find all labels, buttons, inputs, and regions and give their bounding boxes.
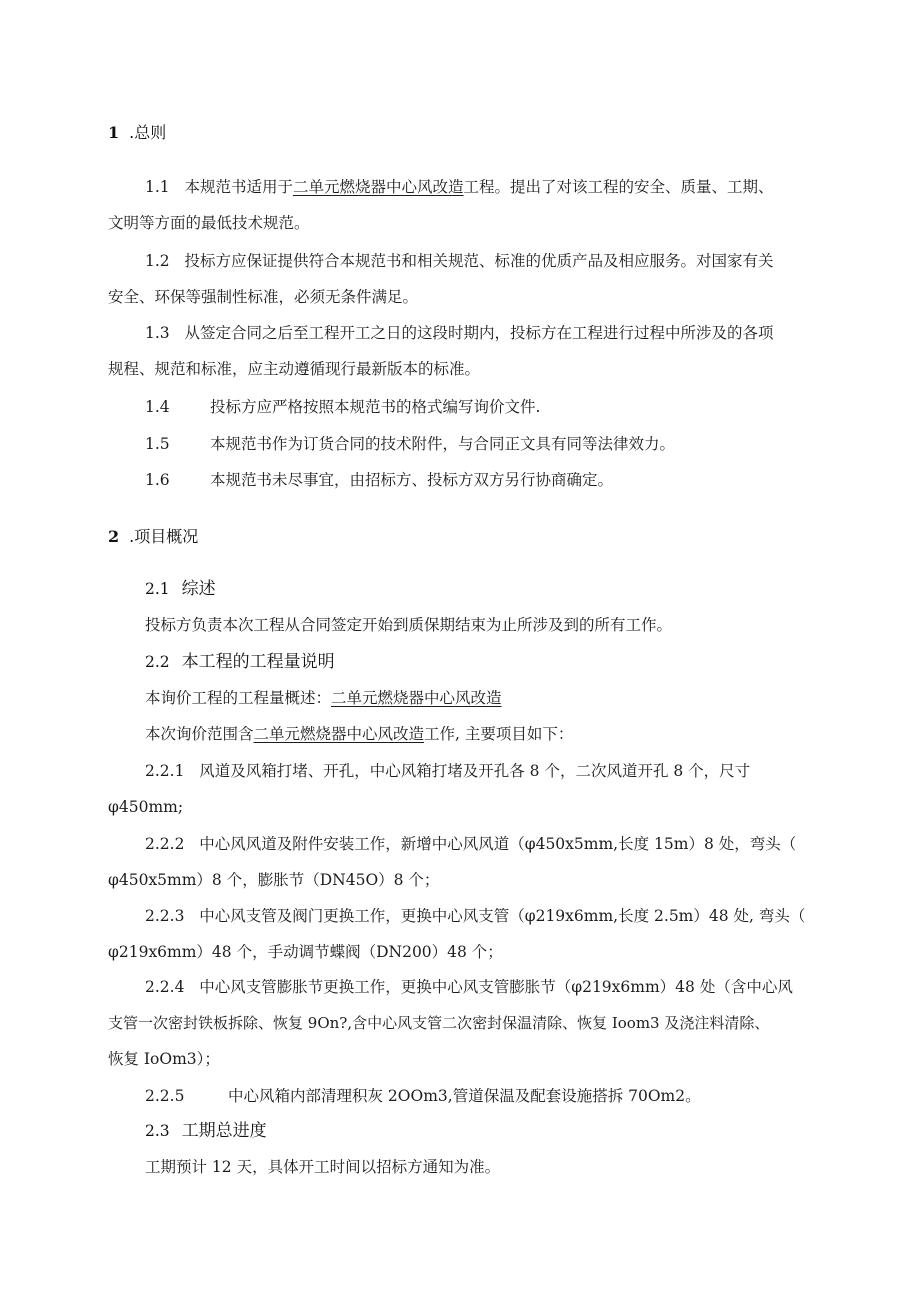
project-name: 二单元燃烧器中心风改造 [331,689,502,707]
section-title: .总则 [129,123,167,142]
item-text: 中心风支管膨胀节更换工作，更换中心风支管膨胀节（φ219x6mm）48 处（含中心风 [199,978,793,996]
overview-label: 本询价工程的工程量概述： [145,689,332,707]
paragraph-1-3-cont: 规程、规范和标准，应主动遵循现行最新版本的标准。 [108,360,481,378]
paragraph-1-6-text: 本规范书未尽事宜，由招标方、投标方双方另行协商确定。 [210,471,614,489]
clause-number: 1.1 [145,178,170,196]
clause-text: 工程。提出了对该工程的安全、质量、工期、 [463,178,774,196]
item-2-2-4-cont: 支管一次密封铁板拆除、恢复 9On?,含中心风支管二次密封保温清除、恢复 Ioom3 及浇注料清除、 [108,1014,770,1032]
inquiry-scope [145,723,573,745]
section-title: .项目概况 [129,527,199,546]
item-number: 2.2.5 [145,1087,185,1105]
item-2-2-4 [145,976,793,998]
clause-text: 投标方应保证提供符合本规范书和相关规范、标准的优质产品及相应服务。对国家有关 [184,252,774,270]
subsection-title: 本工程的工程量说明 [181,652,335,672]
item-2-2-5 [145,1085,184,1107]
item-2-2-5-text: 中心风箱内部清理积灰 2OOm3,管道保温及配套设施搭拆 70Om2。 [228,1087,701,1105]
clause-text: 本规范书适用于 [184,178,293,196]
paragraph-1-6 [145,469,170,491]
section-2-heading [108,526,198,548]
paragraph-2-3: 工期预计 12 天，具体开工时间以招标方通知为准。 [145,1158,501,1176]
item-2-2-1-cont: φ450mm; [108,798,184,816]
subsection-title: 工期总进度 [181,1121,267,1141]
clause-number: 1.6 [145,471,170,489]
paragraph-1-1 [145,176,773,198]
item-2-2-4-cont-2: 恢复 IoOm3）； [108,1050,220,1068]
project-name: 二单元燃烧器中心风改造 [292,178,464,196]
subsection-2-2-heading [145,650,335,674]
paragraph-1-3 [145,322,773,344]
clause-text: 从签定合同之后至工程开工之日的这段时期内，投标方在工程进行过程中所涉及的各项 [184,324,774,342]
item-number: 2.2.4 [145,978,185,996]
item-2-2-3 [145,905,805,927]
item-number: 2.2.3 [145,907,185,925]
clause-number: 1.3 [145,324,170,342]
section-1-heading [108,122,166,144]
paragraph-2-1: 投标方负责本次工程从合同签定开始到质保期结束为止所涉及到的所有工作。 [145,616,673,634]
paragraph-1-4-text: 投标方应严格按照本规范书的格式编写询价文件. [210,398,541,416]
item-2-2-2 [145,833,796,855]
subsection-number: 2.3 [145,1122,170,1140]
clause-number: 1.5 [145,435,170,453]
subsection-2-1-heading [145,577,216,601]
clause-number: 1.4 [145,398,170,416]
project-name: 二单元燃烧器中心风改造 [253,725,425,743]
item-2-2-3-cont: φ219x6mm）48 个，手动调节蝶阀（DN200）48 个； [108,943,503,961]
item-text: 风道及风箱打堵、开孔，中心风箱打堵及开孔各 8 个，二次风道开孔 8 个，尺寸 [199,762,751,780]
subsection-title: 综述 [181,579,216,599]
item-text: 中心风风道及附件安装工作，新增中心风风道（φ450x5mm,长度 15m）8 处，弯头（ [199,835,797,853]
item-number: 2.2.1 [145,762,185,780]
subsection-number: 2.1 [145,580,170,598]
paragraph-1-5 [145,433,170,455]
section-number: 2 [108,527,120,546]
item-text: 中心风支管及阀门更换工作，更换中心风支管（φ219x6mm,长度 2.5m）48 处, 弯头（ [199,907,806,925]
clause-number: 1.2 [145,252,170,270]
subsection-number: 2.2 [145,653,170,671]
paragraph-1-1-cont: 文明等方面的最低技术规范。 [108,214,310,232]
item-2-2-2-cont: φ450x5mm）8 个，膨胀节（DN45O）8 个； [108,871,440,889]
item-number: 2.2.2 [145,835,185,853]
paragraph-1-5-text: 本规范书作为订货合同的技术附件，与合同正文具有同等法律效力。 [210,435,676,453]
scope-label: 本次询价范围含 [145,725,254,743]
scope-text: 工作, 主要项目如下： [424,725,574,743]
item-2-2-1 [145,760,750,782]
paragraph-1-2 [145,250,773,272]
workload-overview [145,687,502,709]
paragraph-1-4 [145,396,170,418]
paragraph-1-2-cont: 安全、环保等强制性标准，必须无条件满足。 [108,288,419,306]
section-number: 1 [108,123,120,142]
subsection-2-3-heading [145,1119,267,1143]
